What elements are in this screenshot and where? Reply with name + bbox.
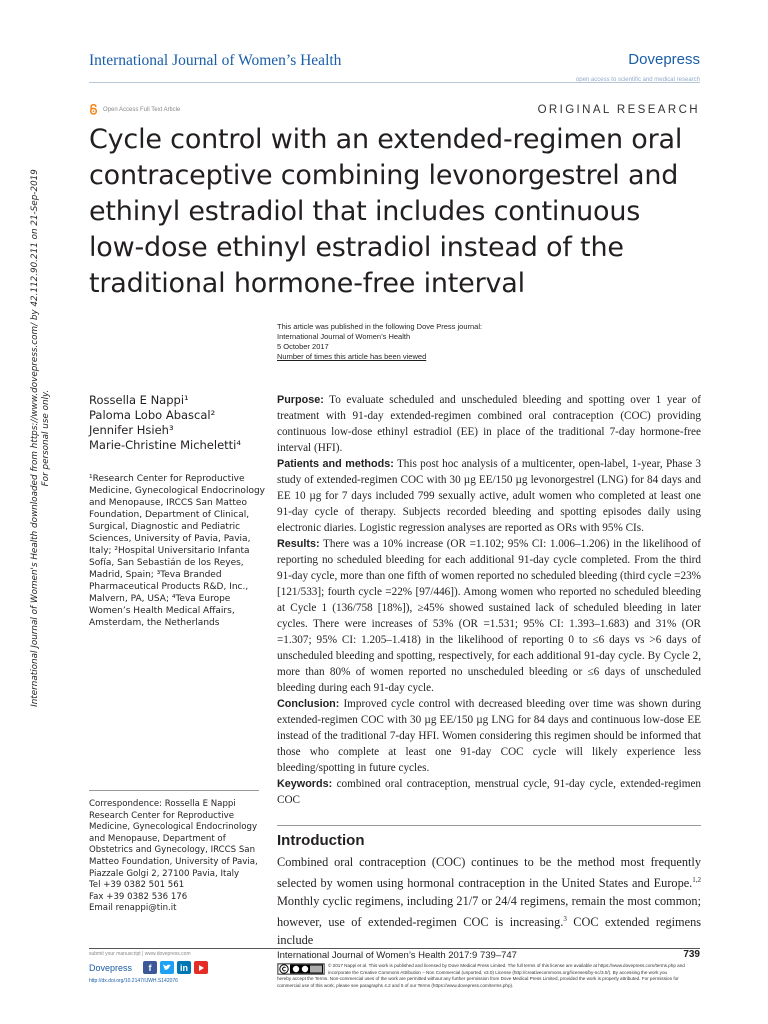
youtube-icon[interactable] xyxy=(194,961,208,974)
results-label: Results: xyxy=(277,538,320,550)
header-divider xyxy=(89,82,700,83)
introduction-divider xyxy=(277,825,701,826)
cc-by-nc-license-icon[interactable] xyxy=(277,963,325,975)
page-number: 739 xyxy=(683,949,700,960)
pubinfo-line1: This article was published in the following Dove Press journal: xyxy=(277,322,483,331)
twitter-icon[interactable] xyxy=(160,961,174,974)
affiliations: ¹Research Center for Reproductive Medicine, Gynecological Endocrinology and Menopause, IRCCS San Matteo Foundation, Department of Clinical, Surgical, Diagnostic and Pediatric Sciences, University of Pavia, Pavia, Italy; ²Hospital Universitario Infanta Sofía, San Sebastián de los Reyes, Madrid, Spain; ³Teva Branded Pharmaceutical Products R&D, Inc., Malvern, PA, USA; ⁴Teva Europe Women’s Health Medical Affairs, Amsterdam, the Netherlands xyxy=(89,474,265,628)
introduction-heading: Introduction xyxy=(277,832,365,849)
pubinfo-date: 5 October 2017 xyxy=(277,342,329,351)
twitter-bird-glyph xyxy=(162,963,172,972)
introduction-text xyxy=(277,853,701,949)
license-text: © 2017 Nappi et al. This work is published and licensed by Dove Medical Press Limited. The full terms of this license are available at https://www.dovepress.com/terms.php and incorporate the Creative Commons Attribution – Non Commercial (unported, v3.0) License (http://creativecommons.org/licenses/by-nc/3.0/). By accessing the work you xyxy=(328,963,685,975)
pubinfo-journal: International Journal of Women’s Health xyxy=(277,332,411,341)
publisher-logo[interactable]: Dovepress xyxy=(628,51,700,68)
correspondence-line: Fax +39 0382 536 176 xyxy=(89,891,188,902)
results-text: There was a 10% increase (OR =1.102; 95% CI: 1.006–1.206) in the likelihood of reporting no scheduled bleeding for each additional 91-day cycle completed. From the third 91-day cycle, more than one fifth of women reported no scheduled bleeding (third cycle =23% [121/533]; fourth cycle =22% [97/446]). Among women who reported no scheduled bleeding at Cycle 1 (136/758 [18%]), ≥45% showed sustained lack of scheduled bleeding in later cycles. There were increases of 53% (OR =1.531; 95% CI: 1.393–1.683) and 31% (OR =1.307; 95% CI: 1.205–1.418) in the likelihood of reporting 0 to ≤6 days vs >6 days of unscheduled bleeding and spotting, respectively, for each additional 91-day cycle. By Cycle 2, more than 80% of women reported no unscheduled bleeding or ≤6 days of unscheduled bleeding during each 91-day cycle. xyxy=(277,538,701,694)
author-name: Jennifer Hsieh³ xyxy=(89,423,174,437)
linkedin-icon[interactable]: in xyxy=(177,961,191,974)
conclusion-text: Improved cycle control with decreased bleeding over time was shown during extended-regimen COC with 30 µg EE/150 µg LNG for 84 days and continuous low-dose EE instead of the traditional 7-day HFI. Women considering this regimen should be informed that those who complete at least one 91-day COC cycle will likely experience less bleeding/spotting in future cycles. xyxy=(277,698,701,774)
footer-citation: International Journal of Women’s Health 2017:9 739–747 xyxy=(277,950,517,961)
journal-title[interactable]: International Journal of Women’s Health xyxy=(89,52,342,69)
author-name: Rossella E Nappi¹ xyxy=(89,393,189,407)
abstract-conclusion xyxy=(277,696,701,776)
download-note xyxy=(30,168,60,708)
download-note-line1: International Journal of Women's Health downloaded from https://www.dovepress.com/ by 42.112.90.211 on 21-Sep-2019 xyxy=(30,169,40,707)
methods-label: Patients and methods: xyxy=(277,458,394,470)
abstract xyxy=(277,392,701,808)
footer-dovepress-logo[interactable]: Dovepress xyxy=(89,963,133,973)
correspondence-line: Research Center for Reproductive xyxy=(89,810,235,821)
publisher-tagline: open access to scientific and medical research xyxy=(575,77,700,83)
abstract-methods xyxy=(277,456,701,536)
keywords-text: combined oral contraception, menstrual cycle, 91-day cycle, extended-regimen COC xyxy=(277,778,701,806)
submit-manuscript-link[interactable]: submit your manuscript | www.dovepress.com xyxy=(89,951,191,957)
footer-divider xyxy=(89,948,700,949)
intro-sentence-1: Combined oral contraception (COC) continues to be the method most frequently selected by women using hormonal contraception in the United States and Europe. xyxy=(277,855,701,891)
methods-text: This post hoc analysis of a multicenter, open-label, 1-year, Phase 3 study of extended-regimen COC with 30 µg EE/150 µg levonorgestrel (LNG) for 84 days and EE 10 µg for 7 days included 799 sexually active, adult women who completed at least one 91-day cycle of therapy. Subjects recorded bleeding and spotting episodes daily using electronic diaries. Logistic regression analyses are reported as ORs with 95% CIs. xyxy=(277,458,701,534)
abstract-keywords xyxy=(277,776,701,808)
correspondence-line: Medicine, Gynecological Endocrinology xyxy=(89,822,258,833)
open-access-icon xyxy=(89,104,98,115)
abstract-results xyxy=(277,536,701,696)
correspondence-line: Correspondence: Rossella E Nappi xyxy=(89,799,236,809)
open-access-text: Open Access Full Text Article xyxy=(103,106,181,113)
correspondence-divider xyxy=(89,790,259,791)
social-links xyxy=(143,961,208,974)
reference-3[interactable]: 3 xyxy=(563,915,567,924)
intro-sentence-2: Monthly cyclic regimens, including 21/7 or 24/4 regimens, remain the most common; however, use of extended-regimen COC is increasing. xyxy=(277,894,701,930)
reference-1-2[interactable]: 1,2 xyxy=(692,876,701,884)
publication-info xyxy=(277,322,482,362)
correspondence-line: and Menopause, Department of xyxy=(89,833,226,844)
correspondence-line: Obstetrics and Gynecology, IRCCS San xyxy=(89,845,256,856)
youtube-play-glyph xyxy=(197,964,205,972)
correspondence-line: Matteo Foundation, University of Pavia, xyxy=(89,856,258,867)
doi-link[interactable]: http://dx.doi.org/10.2147/IJWH.S142076 xyxy=(89,978,178,984)
intro-sentence-3: COC extended regimens include xyxy=(277,915,701,948)
open-access-label xyxy=(89,104,180,115)
author-name: Paloma Lobo Abascal² xyxy=(89,408,216,422)
conclusion-label: Conclusion: xyxy=(277,698,340,710)
keywords-label: Keywords: xyxy=(277,778,333,790)
abstract-purpose xyxy=(277,392,701,456)
correspondence xyxy=(89,799,269,915)
purpose-label: Purpose: xyxy=(277,394,324,406)
license-text-continued: hereby accept the Terms. Non-commercial uses of the work are permitted without any further permission from Dove Medical Press Limited, provided the work is properly attributed. For permission for commercial use of this work, please see paragraphs 4.2 and 5 of our Terms (https://www.dovepress.com/terms.php). xyxy=(277,976,679,988)
correspondence-email[interactable]: Email renappi@tin.it xyxy=(89,903,177,914)
author-name: Marie-Christine Micheletti⁴ xyxy=(89,438,241,452)
article-title: Cycle control with an extended-regimen oral contraceptive combining levonorgestrel and ethinyl estradiol that includes continuous low-dose ethinyl estradiol instead of the traditional hormone-free interval xyxy=(89,124,683,299)
author-list xyxy=(89,393,241,453)
times-viewed-link[interactable]: Number of times this article has been viewed xyxy=(277,352,427,361)
facebook-icon[interactable]: f xyxy=(143,961,157,974)
article-type: ORIGINAL RESEARCH xyxy=(537,104,700,116)
download-note-line2: For personal use only. xyxy=(41,389,51,487)
correspondence-line: Tel +39 0382 501 561 xyxy=(89,880,185,891)
correspondence-line: Piazzale Golgi 2, 27100 Pavia, Italy xyxy=(89,868,240,879)
purpose-text: To evaluate scheduled and unscheduled bleeding and spotting over 1 year of treatment with 91-day extended-regimen combined oral contraception (COC) providing continuous low-dose ethinyl estradiol (EE) in place of the traditional 7-day hormone-free interval (HFI). xyxy=(277,394,701,454)
